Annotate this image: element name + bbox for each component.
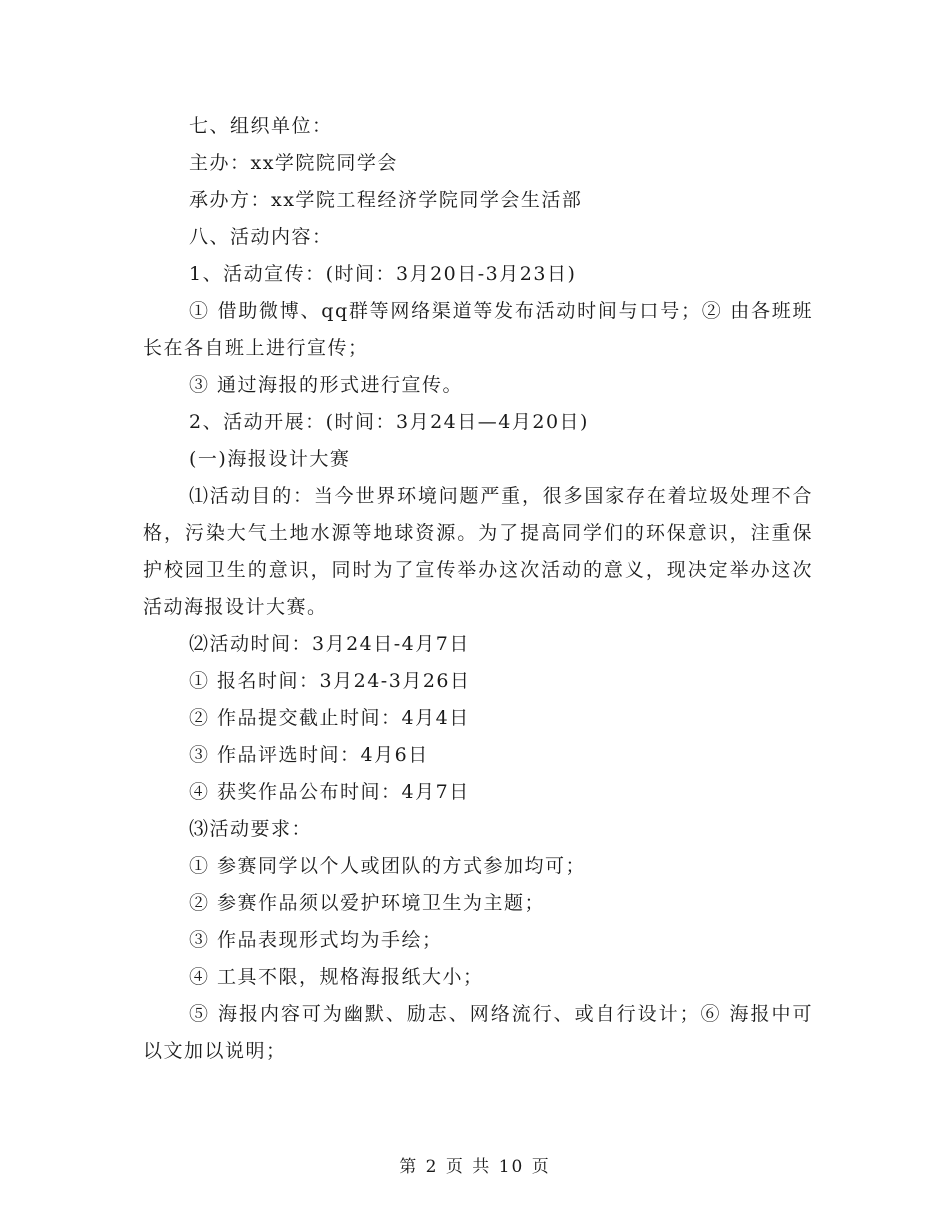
- requirements-heading: ⑶活动要求：: [189, 818, 313, 840]
- time-item-4: ④ 获奖作品公布时间：4月7日: [189, 781, 470, 803]
- section-heading-activity: 八、活动内容：: [189, 226, 333, 248]
- section-heading-organizer: 七、组织单位：: [189, 115, 333, 137]
- promotion-item-3: ③ 通过海报的形式进行宣传。: [189, 374, 464, 396]
- promotion-heading: 1、活动宣传：(时间：3月20日-3月23日): [189, 263, 577, 285]
- requirement-item-4: ④ 工具不限，规格海报纸大小；: [189, 966, 484, 988]
- co-host-line: 承办方：xx学院工程经济学院同学会生活部: [189, 189, 583, 211]
- requirement-item-1: ① 参赛同学以个人或团队的方式参加均可；: [189, 855, 587, 877]
- page-number-footer: 第 2 页 共 10 页: [399, 1157, 551, 1177]
- time-heading: ⑵活动时间：3月24日-4月7日: [189, 633, 470, 655]
- promotion-item-1-2: ① 借助微博、qq群等网络渠道等发布活动时间与口号；② 由各班班长在各自班上进行宣传；: [143, 300, 813, 359]
- requirement-item-5-6: ⑤ 海报内容可为幽默、励志、网络流行、或自行设计；⑥ 海报中可以文加以说明；: [143, 1003, 813, 1062]
- time-item-1: ① 报名时间：3月24-3月26日: [189, 670, 471, 692]
- activity-heading: 2、活动开展：(时间：3月24日—4月20日): [189, 411, 589, 433]
- host-line: 主办：xx学院院同学会: [189, 152, 398, 174]
- document-body: [143, 108, 813, 1070]
- requirement-item-2: ② 参赛作品须以爱护环境卫生为主题；: [189, 892, 546, 914]
- time-item-3: ③ 作品评选时间：4月6日: [189, 744, 429, 766]
- purpose-paragraph: ⑴活动目的：当今世界环境问题严重，很多国家存在着垃圾处理不合格，污染大气土地水源等地球资源。为了提高同学们的环保意识，注重保护校园卫生的意识，同时为了宣传举办这次活动的意义，现决定举办这次活动海报设计大赛。: [143, 485, 813, 618]
- requirement-item-3: ③ 作品表现形式均为手绘；: [189, 929, 443, 951]
- poster-contest-heading: (一)海报设计大赛: [189, 448, 351, 470]
- time-item-2: ② 作品提交截止时间：4月4日: [189, 707, 470, 729]
